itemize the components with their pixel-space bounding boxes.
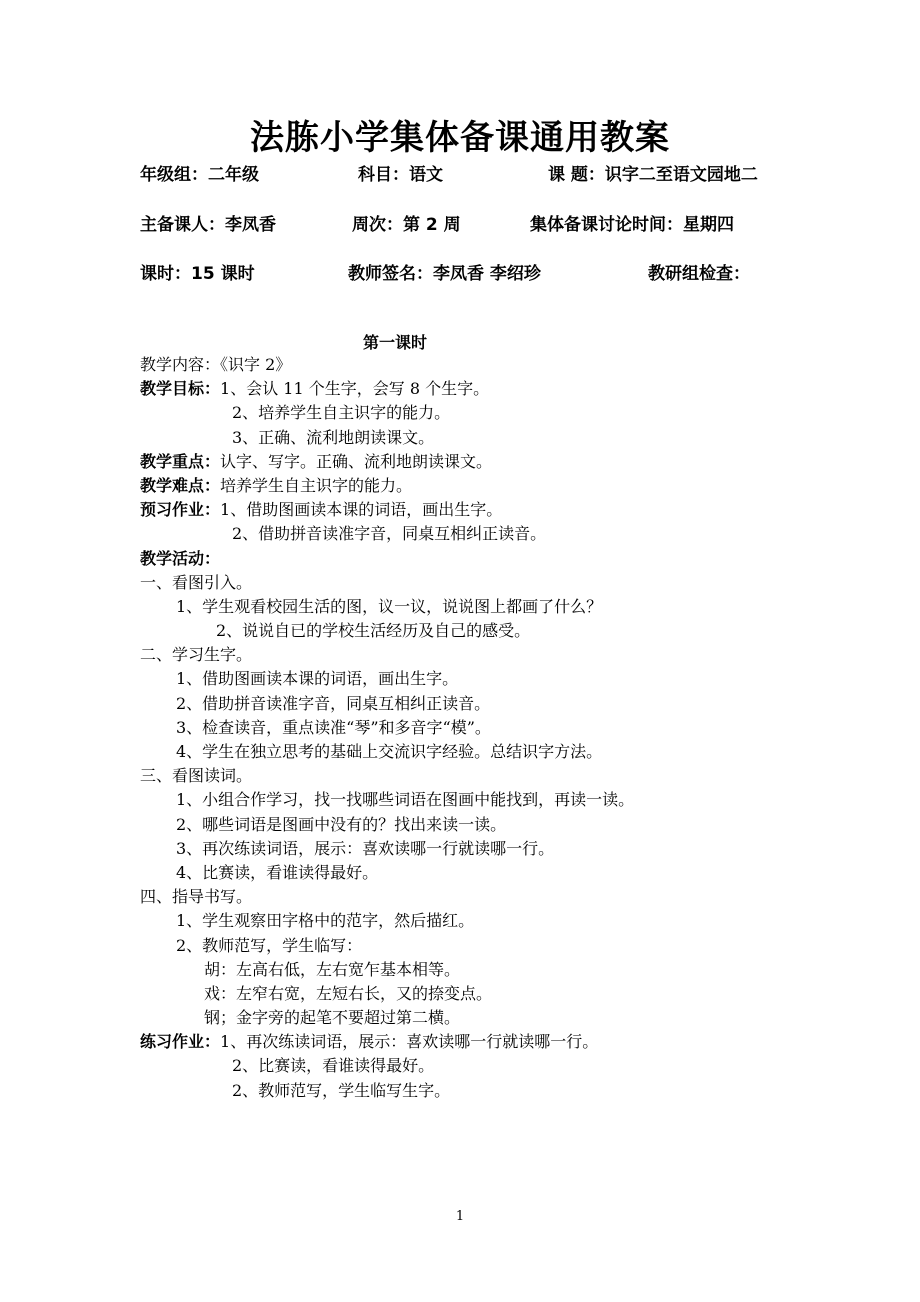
activity-item: 3、再次练读词语，展示：喜欢读哪一行就读哪一行。 bbox=[176, 838, 555, 858]
topic: 课 题：识字二至语文园地二 bbox=[548, 165, 758, 185]
difficulties-value: 培养学生自主识字的能力。 bbox=[220, 475, 413, 495]
homework-label: 练习作业： bbox=[140, 1032, 221, 1052]
homework-item: 2、比赛读，看谁读得最好。 bbox=[232, 1056, 435, 1076]
grade-group: 年级组：二年级 bbox=[140, 165, 259, 185]
preview-item: 1、借助图画读本课的词语，画出生字。 bbox=[220, 500, 503, 520]
difficulties-label: 教学难点： bbox=[140, 475, 221, 495]
preview-label: 预习作业： bbox=[140, 500, 221, 520]
objective-item: 1、会认 11 个生字，会写 8 个生字。 bbox=[220, 379, 490, 399]
page-number: 1 bbox=[455, 1209, 465, 1224]
homework-line bbox=[140, 1030, 820, 1054]
subject: 科目：语文 bbox=[358, 165, 443, 185]
activity-heading: 四、指导书写。 bbox=[140, 887, 253, 907]
activity-heading: 二、学习生字。 bbox=[140, 645, 253, 665]
activity-item: 4、比赛读，看谁读得最好。 bbox=[176, 862, 379, 882]
activity-heading: 一、看图引入。 bbox=[140, 572, 253, 592]
activity-item: 2、说说自已的学校生活经历及自己的感受。 bbox=[216, 621, 531, 641]
preview-line bbox=[140, 498, 820, 522]
writing-note: 戏：左窄右宽，左短右长，又的捺变点。 bbox=[204, 983, 493, 1003]
activity-item: 2、借助拼音读准字音，同桌互相纠正读音。 bbox=[176, 693, 491, 713]
key-points-value: 认字、写字。正确、流利地朗读课文。 bbox=[220, 451, 493, 471]
homework-item: 2、教师范写，学生临写生字。 bbox=[232, 1080, 451, 1100]
objectives-label: 教学目标： bbox=[140, 379, 221, 399]
activity-item: 1、借助图画读本课的词语，画出生字。 bbox=[176, 669, 459, 689]
activity-heading: 三、看图读词。 bbox=[140, 766, 253, 786]
key-points-line bbox=[140, 450, 820, 474]
content-value: 《识字 2》 bbox=[220, 355, 292, 374]
inspection: 教研组检查： bbox=[648, 264, 750, 284]
activity-item: 1、学生观察田字格中的范字，然后描红。 bbox=[176, 911, 475, 931]
discussion-time: 集体备课讨论时间：星期四 bbox=[530, 215, 734, 235]
key-points-label: 教学重点： bbox=[140, 451, 221, 471]
objective-item: 2、培养学生自主识字的能力。 bbox=[232, 403, 451, 423]
activity-item: 1、学生观看校园生活的图，议一议，说说图上都画了什么？ bbox=[176, 596, 603, 616]
section-title: 第一课时 bbox=[362, 333, 427, 352]
teacher-signature: 教师签名：李凤香 李绍珍 bbox=[348, 264, 541, 284]
preview-item: 2、借助拼音读准字音，同桌互相纠正读音。 bbox=[232, 524, 547, 544]
activity-item: 4、学生在独立思考的基础上交流识字经验。总结识字方法。 bbox=[176, 742, 603, 761]
lead-teacher: 主备课人：李凤香 bbox=[140, 215, 276, 235]
difficulties-line bbox=[140, 474, 820, 498]
activity-item: 3、检查读音，重点读准“琴”和多音字“模”。 bbox=[176, 717, 491, 737]
activities-label: 教学活动： bbox=[140, 548, 221, 568]
writing-note: 胡：左高右低，左右宽乍基本相等。 bbox=[204, 959, 461, 979]
content-line bbox=[140, 353, 820, 377]
objectives-line bbox=[140, 377, 820, 401]
homework-item: 1、再次练读词语，展示：喜欢读哪一行就读哪一行。 bbox=[220, 1032, 599, 1052]
content-label: 教学内容： bbox=[140, 355, 221, 374]
writing-note: 钢；金字旁的起笔不要超过第二横。 bbox=[204, 1008, 461, 1028]
activity-item: 2、教师范写，学生临写： bbox=[176, 935, 363, 955]
class-hours: 课时：15 课时 bbox=[140, 264, 255, 284]
lesson-body bbox=[140, 353, 820, 1103]
week: 周次：第 2 周 bbox=[352, 215, 461, 235]
page-title: 法胨小学集体备课通用教案 bbox=[250, 118, 670, 158]
activity-item: 2、哪些词语是图画中没有的？找出来读一读。 bbox=[176, 814, 507, 834]
objective-item: 3、正确、流利地朗读课文。 bbox=[232, 427, 435, 447]
activity-item: 1、小组合作学习，找一找哪些词语在图画中能找到，再读一读。 bbox=[176, 790, 635, 810]
